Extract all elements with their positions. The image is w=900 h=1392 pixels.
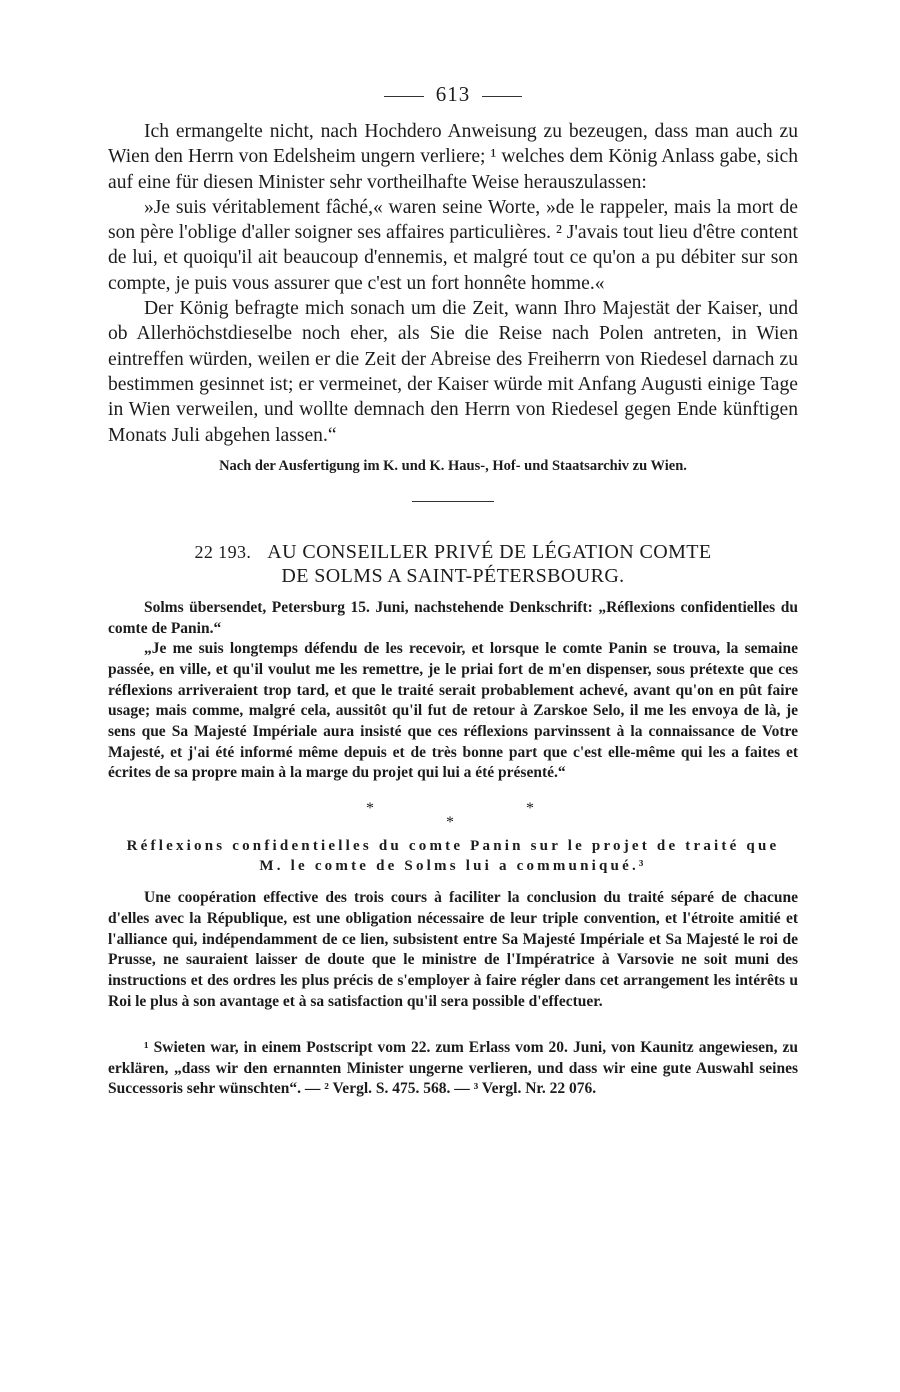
- header-dash-left: [384, 96, 424, 97]
- stars-separator: [108, 792, 798, 832]
- page: [108, 82, 798, 1100]
- heading-line-2: DE SOLMS A SAINT-PÉTERSBOURG.: [281, 564, 625, 587]
- document-number: 22 193.: [194, 541, 252, 562]
- reflections-title-line-1: Réflexions confidentielles du comte Panin sur le projet de traité que: [126, 838, 780, 855]
- page-header: [108, 82, 798, 107]
- reflections-body: Une coopération effective des trois cours à faciliter la conclusion du traité séparé de chacune d'elles avec la République, est une obligation nécessaire de leur triple convention, et l'étroite amitié et l'alliance qui, indépendamment de ce lien, subsistent entre Sa Majesté Impériale et Sa Majesté le roi de Prusse, ne sauraient laisser de doute que le ministre de l'Impératrice à Varsovie ne soit muni des instructions et des ordres les plus précis de s'employer à faire régler dans cet arrangement les intérêts u Roi le plus à son avantage et à sa satisfaction qu'il sera possible d'effectuer.: [108, 889, 798, 1010]
- document-intro: Solms übersendet, Petersburg 15. Juni, nachstehende Denkschrift: „Réflexions confidentielles du comte de Panin.“: [108, 598, 798, 637]
- section-divider: [412, 501, 494, 502]
- star: *: [366, 800, 374, 818]
- page-number: 613: [435, 82, 471, 106]
- footnotes: ¹ Swieten war, in einem Postscript vom 22. zum Erlass vom 20. Juni, von Kaunitz angewiesen, zu erklären, „dass wir den ernannten Minister ungerne verlieren, und dass wir eine gute Auswahl seines Successoris sehr wünschten“. — ² Vergl. S. 475. 568. — ³ Vergl. Nr. 22 076.: [108, 1039, 798, 1098]
- star: *: [526, 800, 534, 818]
- header-dash-right: [482, 96, 522, 97]
- reflections-title-line-2: M. le comte de Solms lui a communiqué.³: [259, 858, 647, 875]
- star: *: [446, 814, 454, 832]
- document-quote: „Je me suis longtemps défendu de les recevoir, et lorsque le comte Panin se trouva, la semaine passée, en ville, et qu'il voulut me les remettre, je le priai fort de m'en dispenser, sous prétexte que ces réflexions arriveraient trop tard, et que le traité serait probablement achevé, avant qu'on en pût faire usage; mais comme, malgré cela, aussitôt qu'il fut de retour à Zarskoe Selo, il me les envoya de là, je sens que Sa Majesté Impériale aura insisté que ces réflexions parvinssent à la connaissance de Votre Majesté, et j'ai été informé même depuis et de très bonne part que c'est elle-même qui les a faites et écrites de sa propre main à la marge du projet qui lui a été présenté.“: [108, 640, 798, 782]
- document-heading: [108, 540, 798, 588]
- source-note: Nach der Ausfertigung im K. und K. Haus-, Hof- und Staatsarchiv zu Wien.: [219, 457, 687, 474]
- reflections-title: [108, 836, 798, 876]
- heading-line-1: AU CONSEILLER PRIVÉ DE LÉGATION COMTE: [267, 540, 712, 563]
- paragraph: »Je suis véritablement fâché,« waren seine Worte, »de le rappeler, mais la mort de son père l'oblige d'aller soigner ses affaires particulières. ² J'avais tout lieu d'être content de lui, et quoiqu'il ait beaucoup d'ennemis, et malgré tout ce qu'on a pu débiter sur son compte, je puis vous assurer que c'est un fort honnête homme.«: [108, 196, 798, 294]
- paragraph: Der König befragte mich sonach um die Zeit, wann Ihro Majestät der Kaiser, und ob Allerhöchstdieselbe noch eher, als Sie die Reise nach Polen antreten, in Wien eintreffen würden, weilen er die Zeit der Abreise des Freiherrn von Riedesel darnach zu bestimmen gesinnet ist; er vermeinet, der Kaiser würde mit Anfang Augusti einige Tage in Wien verweilen, und wollte demnach den Herrn von Riedesel gegen Ende künftigen Monats Juli abgehen lassen.“: [108, 298, 798, 446]
- paragraph: Ich ermangelte nicht, nach Hochdero Anweisung zu bezeugen, dass man auch zu Wien den Herrn von Edelsheim ungern verliere; ¹ welches dem König Anlass gabe, sich auf eine für diesen Minister sehr vortheilhafte Weise herauszulassen:: [108, 121, 798, 193]
